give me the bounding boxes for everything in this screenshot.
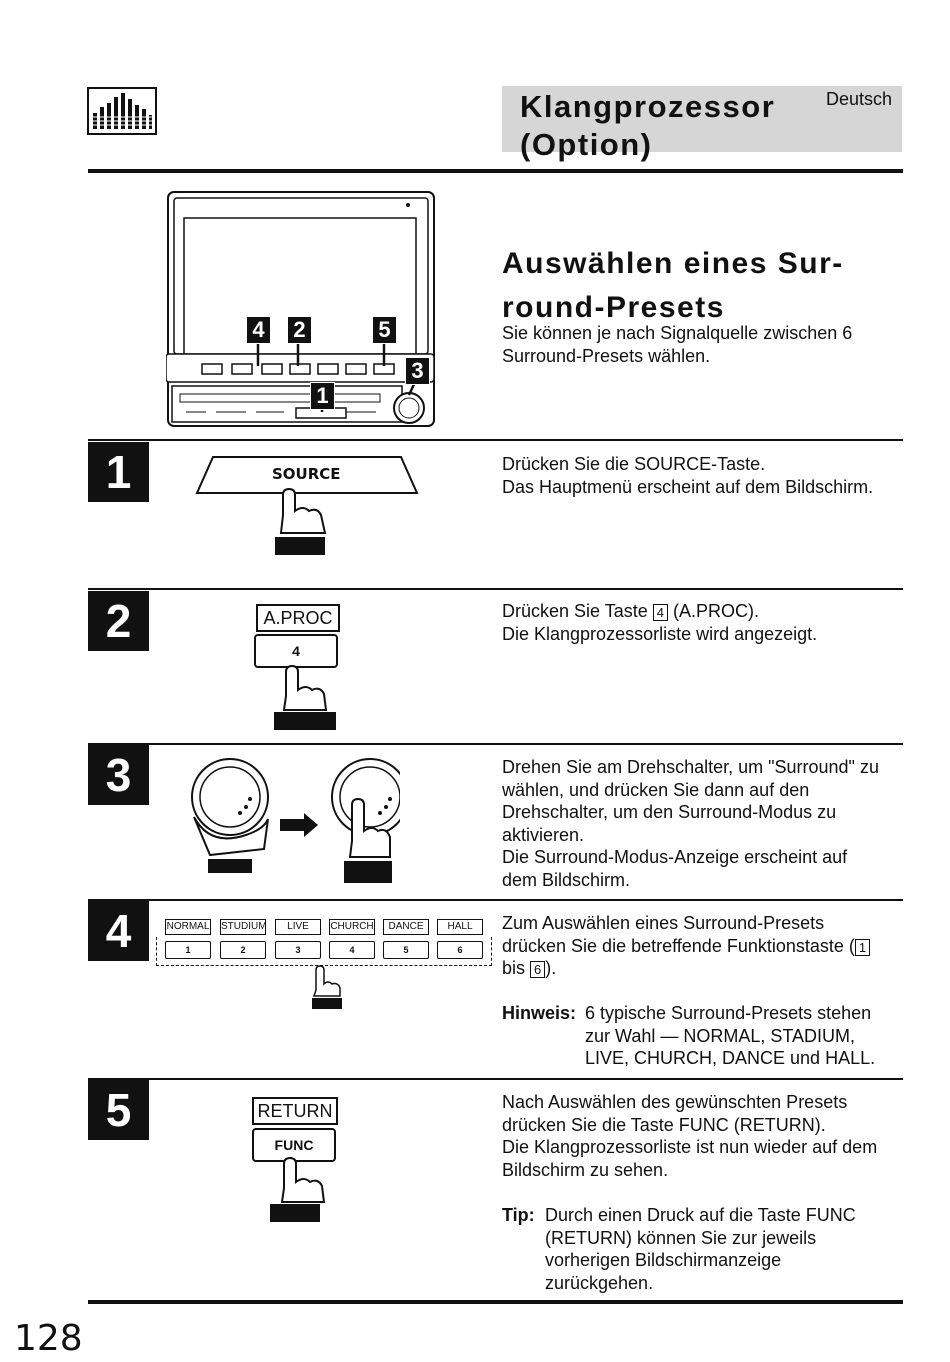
step2-line2: Die Klangprozessorliste wird angezeigt. bbox=[502, 623, 818, 644]
step3-line: dem Bildschirm. bbox=[502, 869, 631, 890]
key-ref-4: 4 bbox=[653, 604, 668, 621]
tip-line: vorherigen Bildschirmanzeige bbox=[545, 1250, 782, 1271]
step-number-4: 4 bbox=[88, 901, 149, 961]
note-label: Hinweis: bbox=[502, 1003, 577, 1023]
step5-line: Bildschirm zu sehen. bbox=[502, 1159, 669, 1180]
tip-text bbox=[545, 1204, 895, 1294]
preset-key-2: 2 bbox=[220, 941, 266, 959]
step1-line: Drücken Sie die SOURCE-Taste. bbox=[502, 454, 766, 474]
key-4-button: 4 bbox=[254, 634, 338, 668]
source-button-label: SOURCE bbox=[272, 465, 341, 483]
preset-label-dance: DANCE bbox=[383, 919, 429, 935]
step-number-1: 1 bbox=[88, 442, 149, 502]
preset-label-normal: NORMAL bbox=[165, 919, 211, 935]
preset-label-hall: HALL bbox=[437, 919, 483, 935]
header-rule bbox=[88, 169, 903, 173]
step4-text bbox=[502, 912, 870, 980]
callout-2: 2 bbox=[287, 316, 312, 344]
step3-text bbox=[502, 756, 879, 892]
step-number-2: 2 bbox=[88, 591, 149, 651]
hand-press-icon bbox=[268, 660, 340, 732]
step5-rule bbox=[88, 1078, 903, 1080]
note-line: zur Wahl — NORMAL, STADIUM, bbox=[585, 1025, 856, 1046]
preset-key-5: 5 bbox=[383, 941, 429, 959]
note-line: 6 typische Surround-Presets stehen bbox=[585, 1003, 872, 1023]
step1-rule bbox=[88, 439, 903, 441]
preset-keys-row bbox=[165, 941, 485, 959]
section-intro bbox=[502, 322, 852, 367]
tip-line: zurückgehen. bbox=[545, 1272, 654, 1293]
preset-key-6: 6 bbox=[437, 941, 483, 959]
language-label: Deutsch bbox=[826, 89, 893, 109]
preset-label-live: LIVE bbox=[275, 919, 321, 935]
page-title bbox=[520, 88, 775, 164]
step2-rule bbox=[88, 588, 903, 590]
step2-text-part: Drücken Sie Taste bbox=[502, 601, 653, 621]
key-ref-1: 1 bbox=[855, 939, 870, 956]
step1-line: Das Hauptmenü erscheint auf dem Bildschirm. bbox=[502, 476, 874, 497]
step-number-5: 5 bbox=[88, 1080, 149, 1140]
callout-4: 4 bbox=[246, 316, 271, 344]
footer-rule bbox=[88, 1300, 903, 1304]
note-text bbox=[585, 1002, 905, 1070]
aproc-screen-label: A.PROC bbox=[256, 604, 340, 632]
step4-line1: Zum Auswählen eines Surround-Presets bbox=[502, 913, 825, 933]
section-title bbox=[502, 242, 844, 330]
tip-line: Durch einen Druck auf die Taste FUNC bbox=[545, 1205, 856, 1225]
hand-press-small-icon bbox=[308, 964, 344, 1010]
step4-text-part: ). bbox=[545, 958, 557, 979]
step3-rule bbox=[88, 743, 903, 745]
step5-line: Nach Auswählen des gewünschten Presets bbox=[502, 1092, 848, 1112]
hand-press-icon bbox=[266, 1152, 338, 1224]
key-ref-6: 6 bbox=[530, 961, 545, 978]
intro-line: Sie können je nach Signalquelle zwischen 6 bbox=[502, 323, 853, 343]
return-screen-label: RETURN bbox=[252, 1097, 338, 1125]
step4-text-part: bis bbox=[502, 958, 531, 979]
step5-line: Die Klangprozessorliste ist nun wieder auf dem bbox=[502, 1137, 878, 1158]
preset-key-3: 3 bbox=[275, 941, 321, 959]
note-line: LIVE, CHURCH, DANCE und HALL. bbox=[585, 1048, 876, 1069]
callout-3: 3 bbox=[405, 357, 430, 385]
func-button: FUNC bbox=[252, 1128, 336, 1162]
preset-key-4: 4 bbox=[329, 941, 375, 959]
step3-line: Drehschalter, um den Surround-Modus zu bbox=[502, 802, 837, 823]
step-number-3: 3 bbox=[88, 745, 149, 805]
head-unit-illustration bbox=[166, 190, 438, 430]
section-title-line1: Auswählen eines Sur- bbox=[502, 247, 844, 280]
step5-text bbox=[502, 1091, 877, 1181]
step3-line: Die Surround-Modus-Anzeige erscheint auf bbox=[502, 847, 848, 868]
step4-text-part: drücken Sie die betreffende Funktionstaste ( bbox=[502, 935, 855, 956]
step3-line: aktivieren. bbox=[502, 824, 585, 845]
page-title-line2: (Option) bbox=[520, 127, 653, 162]
tip-label: Tip: bbox=[502, 1205, 535, 1225]
preset-label-studium: STUDIUM bbox=[220, 919, 266, 935]
page-number: 128 bbox=[14, 1318, 83, 1359]
step1-text bbox=[502, 453, 873, 498]
preset-key-1: 1 bbox=[165, 941, 211, 959]
step2-text bbox=[502, 600, 817, 645]
step2-line1 bbox=[502, 600, 817, 623]
rotary-knob-illustration bbox=[180, 755, 400, 885]
tip-line: (RETURN) können Sie zur jeweils bbox=[545, 1227, 817, 1248]
intro-line: Surround-Presets wählen. bbox=[502, 345, 711, 366]
step4-note bbox=[502, 1002, 902, 1069]
step5-tip bbox=[502, 1204, 902, 1293]
step4-line2 bbox=[502, 935, 870, 958]
page-title-line1: Klangprozessor bbox=[520, 89, 776, 124]
callout-5: 5 bbox=[372, 316, 397, 344]
equalizer-logo-icon bbox=[87, 87, 157, 135]
step5-line: drücken Sie die Taste FUNC (RETURN). bbox=[502, 1114, 826, 1135]
section-title-line2: round-Presets bbox=[502, 291, 725, 324]
step2-text-part: (A.PROC). bbox=[667, 601, 759, 621]
preset-labels-row bbox=[165, 919, 485, 935]
step4-line3 bbox=[502, 957, 870, 980]
step3-line: Drehen Sie am Drehschalter, um "Surround" zu bbox=[502, 757, 879, 777]
step4-rule bbox=[88, 899, 903, 901]
callout-1: 1 bbox=[310, 382, 335, 410]
step3-line: wählen, und drücken Sie dann auf den bbox=[502, 779, 810, 800]
preset-label-church: CHURCH bbox=[329, 919, 375, 935]
